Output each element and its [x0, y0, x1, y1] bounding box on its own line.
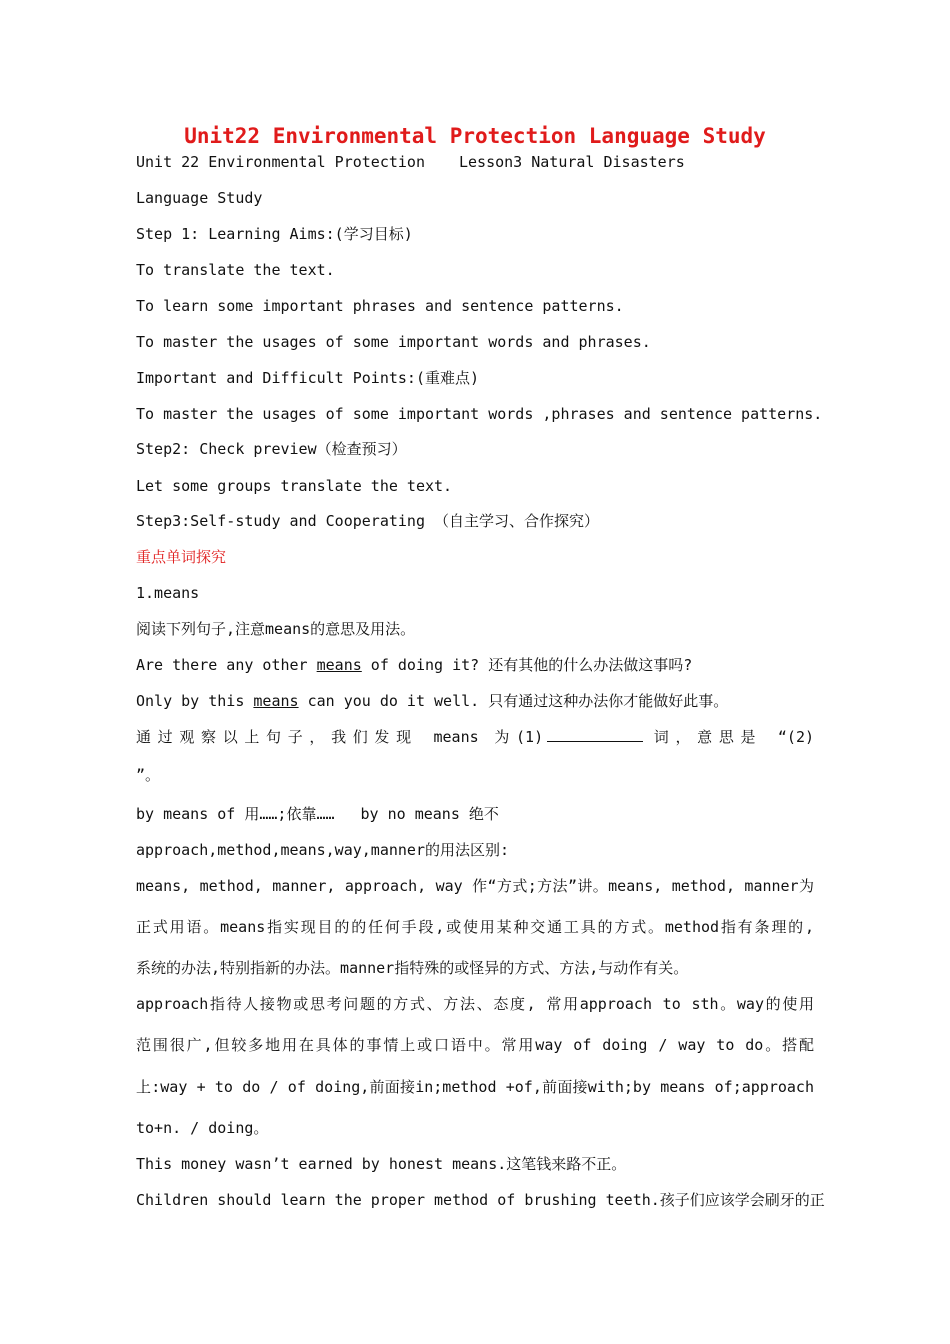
line-step2: Step2: Check preview（检查预习）	[136, 440, 407, 458]
phrases-line: by means of 用……;依靠…… by no means 绝不	[136, 805, 499, 823]
fill-in-question: 通过观察以上句子，我们发现 means 为(1) 词，意思是 “(2)	[136, 728, 815, 746]
item-heading: 1.means	[136, 584, 200, 602]
line-step2-text: Let some groups translate the text.	[136, 477, 453, 495]
line-aim-3: To master the usages of some important words and phrases.	[136, 333, 651, 351]
explanation-line-1: means, method, manner, approach, way 作“方式;方法”讲。means, method, manner为	[136, 877, 814, 895]
answer-blank[interactable]	[547, 727, 643, 742]
example-sentence-1: This money wasn’t earned by honest means.这笔钱来路不正。	[136, 1155, 627, 1173]
line-aim-1: To translate the text.	[136, 261, 335, 279]
instruction-line: 阅读下列句子,注意means的意思及用法。	[136, 620, 416, 638]
example-2: Only by this means can you do it well. 只有通过这种办法你才能做好此事。	[136, 692, 729, 710]
unit-label: Unit 22 Environmental Protection	[136, 153, 425, 171]
line-step1: Step 1: Learning Aims:(学习目标)	[136, 225, 413, 243]
example-1: Are there any other means of doing it? 还有其他的什么办法做这事吗?	[136, 656, 693, 674]
line-language-study: Language Study	[136, 189, 263, 207]
line-step3: Step3:Self-study and Cooperating （自主学习、合作探究）	[136, 512, 600, 530]
line-key-points-text: To master the usages of some important words ,phrases and sentence patterns.	[136, 405, 823, 423]
underlined-means: means	[316, 656, 362, 674]
explanation-line-3: 系统的办法,特别指新的办法。manner指特殊的或怪异的方式、方法,与动作有关。	[136, 959, 689, 977]
fill-in-question-end: ”。	[136, 766, 161, 784]
lesson-label: Lesson3 Natural Disasters	[458, 153, 685, 171]
explanation-line-6: 上:way + to do / of doing,前面接in;method +of,前面接with;by means of;approach	[136, 1078, 814, 1096]
explanation-line-5: 范围很广,但较多地用在具体的事情上或口语中。常用way of doing / way to do。搭配	[136, 1036, 814, 1054]
section-heading: 重点单词探究	[136, 548, 227, 566]
line-key-points: Important and Difficult Points:(重难点)	[136, 369, 480, 387]
document-title: Unit22 Environmental Protection Language Study	[184, 124, 766, 148]
underlined-means: means	[253, 692, 299, 710]
unit-header-line	[136, 152, 685, 172]
explanation-line-4: approach指待人接物或思考问题的方式、方法、态度, 常用approach to sth。way的使用	[136, 995, 814, 1013]
explanation-line-2: 正式用语。means指实现目的的任何手段,或使用某种交通工具的方式。method指有条理的,	[136, 918, 814, 936]
explanation-line-7: to+n. / doing。	[136, 1119, 269, 1137]
line-aim-2: To learn some important phrases and sentence patterns.	[136, 297, 624, 315]
comparison-heading: approach,method,means,way,manner的用法区别:	[136, 841, 510, 859]
example-sentence-2: Children should learn the proper method of brushing teeth.孩子们应该学会刷牙的正	[136, 1191, 825, 1209]
